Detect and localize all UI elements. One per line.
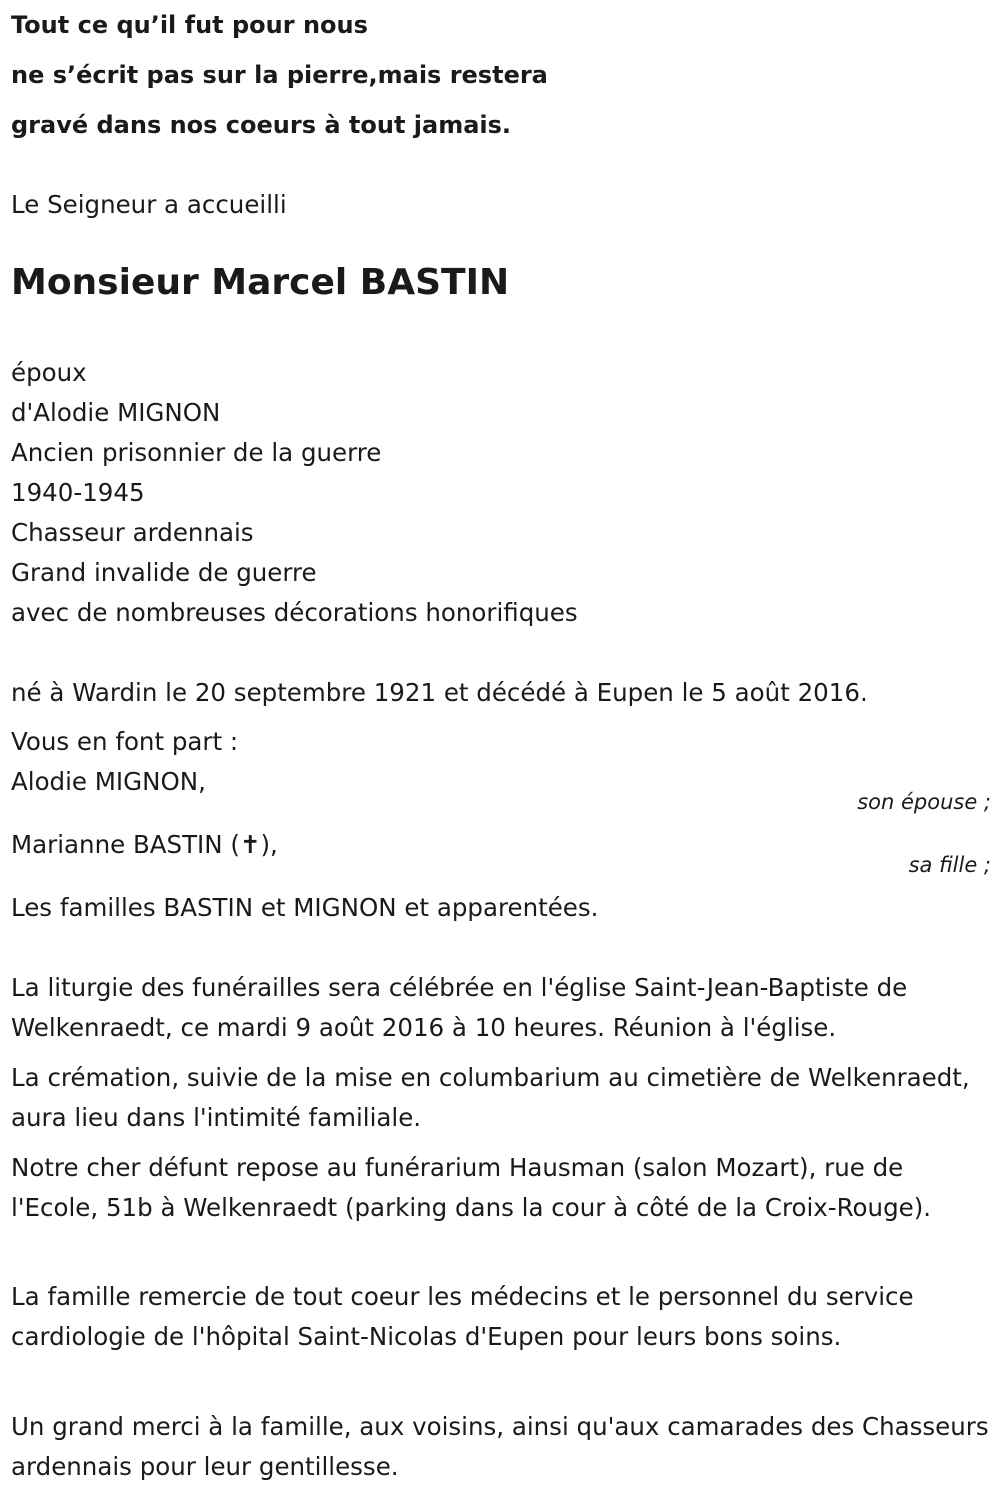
thanks-family-paragraph: Un grand merci à la famille, aux voisins, ainsi qu'aux camarades des Chasseurs ardennais pour leur gentillesse. <box>11 1412 989 1481</box>
other-families: Les familles BASTIN et MIGNON et apparentées. <box>11 893 599 922</box>
intro-text: Le Seigneur a accueilli <box>11 190 287 219</box>
title-line: avec de nombreuses décorations honorifiques <box>11 598 578 627</box>
title-line: d'Alodie MIGNON <box>11 398 221 427</box>
title-line: Grand invalide de guerre <box>11 558 317 587</box>
announcement-header: Vous en font part : <box>11 727 239 756</box>
family-member-relation: sa fille ; <box>908 853 991 877</box>
thanks-medical-paragraph: La famille remercie de tout coeur les médecins et le personnel du service cardiologie de l'hôpital Saint-Nicolas d'Eupen pour leurs bons soins. <box>11 1282 914 1351</box>
title-line: Ancien prisonnier de la guerre <box>11 438 382 467</box>
family-member-name: Alodie MIGNON, <box>11 767 206 796</box>
epitaph-line-2: ne s’écrit pas sur la pierre,mais restera <box>11 61 548 89</box>
family-member-name: Marianne BASTIN (✝), <box>11 830 278 859</box>
epitaph-line-3: gravé dans nos coeurs à tout jamais. <box>11 111 512 139</box>
deceased-name: Monsieur Marcel BASTIN <box>11 262 510 303</box>
title-line: époux <box>11 358 87 387</box>
cremation-paragraph: La crémation, suivie de la mise en columbarium au cimetière de Welkenraedt, aura lieu dans l'intimité familiale. <box>11 1063 970 1132</box>
epitaph-line-1: Tout ce qu’il fut pour nous <box>11 11 368 39</box>
title-line: 1940-1945 <box>11 478 145 507</box>
family-member-relation: son épouse ; <box>857 790 991 814</box>
birth-death-line: né à Wardin le 20 septembre 1921 et décédé à Eupen le 5 août 2016. <box>11 678 868 707</box>
funeral-liturgy-paragraph: La liturgie des funérailles sera célébrée en l'église Saint-Jean-Baptiste de Welkenraedt, ce mardi 9 août 2016 à 10 heures. Réunion à l'église. <box>11 973 908 1042</box>
title-line: Chasseur ardennais <box>11 518 254 547</box>
funerarium-paragraph: Notre cher défunt repose au funérarium Hausman (salon Mozart), rue de l'Ecole, 51b à Welkenraedt (parking dans la cour à côté de la Croix-Rouge). <box>11 1153 932 1222</box>
